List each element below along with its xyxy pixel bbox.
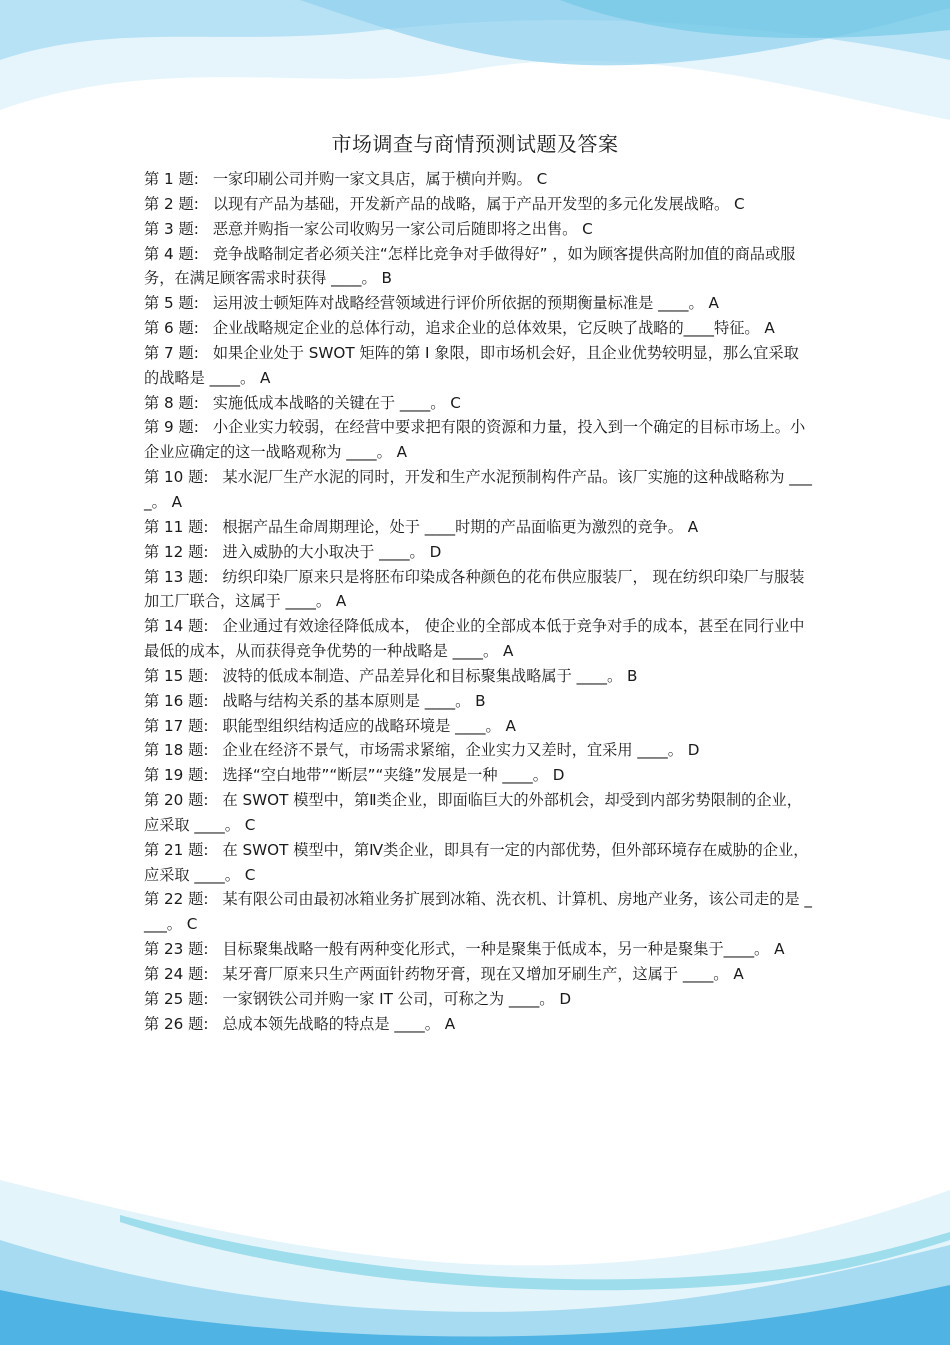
question-number: 第 20 题: [144, 791, 209, 810]
question-item [144, 614, 814, 664]
question-text: 小企业实力较弱，在经营中要求把有限的资源和力量，投入到一个确定的目标市场上。小企业应确定的这一战略观称为 ____。 [144, 418, 806, 462]
question-text: 根据产品生命周期理论，处于 ____时期的产品面临更为激烈的竞争。 [222, 517, 683, 536]
question-number: 第 10 题: [144, 468, 209, 487]
question-item [144, 738, 814, 763]
question-text: 某有限公司由最初冰箱业务扩展到冰箱、洗衣机、计算机、房地产业务，该公司走的是 ____。 [144, 890, 813, 934]
question-item [144, 664, 814, 689]
question-number: 第 12 题: [144, 542, 209, 561]
question-answer: B [627, 666, 638, 685]
question-item [144, 1012, 814, 1037]
question-text: 某牙膏厂原来只生产两面针药物牙膏，现在又增加牙刷生产，这属于 ____。 [222, 965, 729, 983]
question-number: 第 15 题: [144, 666, 209, 685]
question-answer: C [244, 815, 256, 834]
question-answer: A [774, 940, 785, 959]
question-list [144, 167, 814, 1037]
question-item [144, 838, 814, 888]
question-item [144, 291, 814, 316]
question-answer: A [733, 965, 744, 983]
question-item [144, 515, 814, 540]
question-text: 恶意并购指一家公司收购另一家公司后随即将之出售。 [212, 219, 578, 238]
question-item [144, 167, 814, 192]
question-item [144, 415, 814, 465]
question-number: 第 5 题: [144, 294, 199, 313]
question-item [144, 192, 814, 217]
question-answer: B [381, 269, 392, 288]
question-number: 第 8 题: [144, 393, 199, 412]
question-item [144, 689, 814, 714]
question-answer: D [687, 741, 700, 760]
question-number: 第 26 题: [144, 1014, 209, 1033]
question-answer: C [244, 865, 256, 884]
question-item [144, 565, 814, 615]
page-title: 市场调查与商情预测试题及答案 [331, 132, 619, 156]
question-number: 第 13 题: [144, 567, 209, 586]
question-text: 目标聚集战略一般有两种变化形式，一种是聚集于低成本，另一种是聚集于____。 [222, 940, 770, 959]
question-answer: C [582, 219, 593, 238]
question-text: 竞争战略制定者必须关注“怎样比竞争对手做得好” ，如为顾客提供高附加值的商品或服务，在满足顾客需求时获得 ____。 [144, 244, 796, 288]
question-text: 在 SWOT 模型中，第Ⅱ类企业，即面临巨大的外部机会，却受到内部劣势限制的企业，应采取 ____。 [144, 791, 802, 834]
question-text: 某水泥厂生产水泥的同时，开发和生产水泥预制构件产品。该厂实施的这种战略称为 ____。 [144, 468, 813, 511]
question-text: 战略与结构关系的基本原则是 ____。 [222, 691, 471, 710]
question-number: 第 6 题: [144, 319, 199, 338]
question-answer: A [502, 642, 514, 661]
question-item [144, 391, 814, 416]
question-number: 第 22 题: [144, 890, 209, 909]
question-text: 企业在经济不景气，市场需求紧缩，企业实力又差时，宜采用 ____。 [222, 741, 683, 760]
question-text: 实施低成本战略的关键在于 ____。 [212, 393, 446, 412]
question-answer: A [396, 443, 408, 462]
question-answer: A [687, 517, 699, 536]
question-number: 第 17 题: [144, 716, 209, 735]
question-text: 波特的低成本制造、产品差异化和目标聚集战略属于 ____。 [222, 666, 623, 685]
question-number: 第 23 题: [144, 940, 209, 959]
question-answer: A [259, 368, 271, 387]
question-number: 第 19 题: [144, 766, 209, 785]
question-number: 第 1 题: [144, 170, 199, 188]
question-answer: C [450, 393, 461, 412]
question-answer: A [171, 492, 182, 511]
question-number: 第 24 题: [144, 965, 209, 983]
question-item [144, 341, 814, 391]
question-number: 第 3 题: [144, 219, 199, 238]
question-text: 在 SWOT 模型中，第Ⅳ类企业，即具有一定的内部优势，但外部环境存在威胁的企业，应采取 ____。 [144, 840, 809, 884]
question-answer: D [559, 989, 572, 1008]
question-text: 运用波士顿矩阵对战略经营领域进行评价所依据的预期衡量标准是 ____。 [212, 294, 704, 313]
question-answer: D [429, 542, 442, 561]
question-text: 纺织印染厂原来只是将胚布印染成各种颜色的花布供应服装厂， 现在纺织印染厂与服装加工厂联合，这属于 ____。 [144, 567, 805, 611]
question-text: 如果企业处于 SWOT 矩阵的第 I 象限，即市场机会好，且企业优势较明显，那么宜采取的战略是 ____。 [144, 343, 799, 387]
question-item [144, 540, 814, 565]
question-text: 以现有产品为基础，开发新产品的战略，属于产品开发型的多元化发展战略。 [212, 194, 730, 213]
question-answer: A [335, 592, 347, 611]
question-item [144, 763, 814, 788]
question-number: 第 11 题: [144, 517, 209, 536]
question-number: 第 14 题: [144, 617, 209, 636]
question-answer: D [552, 766, 565, 785]
question-item [144, 788, 814, 838]
question-item [144, 987, 814, 1012]
question-answer: A [764, 319, 775, 338]
question-answer: C [536, 170, 548, 188]
question-item [144, 217, 814, 242]
question-text: 一家钢铁公司并购一家 IT 公司，可称之为 ____。 [222, 989, 555, 1008]
question-answer: A [708, 294, 719, 313]
question-item [144, 962, 814, 987]
question-item [144, 714, 814, 739]
question-answer: B [475, 691, 486, 710]
question-item [144, 887, 814, 937]
question-number: 第 25 题: [144, 989, 209, 1008]
question-item [144, 465, 814, 515]
question-text: 企业通过有效途径降低成本， 使企业的全部成本低于竞争对手的成本，甚至在同行业中最低的成本，从而获得竞争优势的一种战略是 ____。 [144, 617, 805, 661]
question-item [144, 242, 814, 292]
question-number: 第 4 题: [144, 244, 199, 263]
question-number: 第 18 题: [144, 741, 209, 760]
question-text: 一家印刷公司并购一家文具店，属于横向并购。 [212, 170, 532, 188]
question-answer: C [186, 915, 198, 934]
question-text: 选择“空白地带”“断层”“夹缝”发展是一种 ____。 [222, 766, 548, 785]
question-answer: C [734, 194, 745, 213]
question-item [144, 316, 814, 341]
question-text: 企业战略规定企业的总体行动，追求企业的总体效果，它反映了战略的____特征。 [212, 319, 760, 338]
question-text: 总成本领先战略的特点是 ____。 [222, 1014, 440, 1033]
question-number: 第 7 题: [144, 343, 199, 362]
question-answer: A [505, 716, 516, 735]
question-text: 职能型组织结构适应的战略环境是 ____。 [222, 716, 501, 735]
question-number: 第 9 题: [144, 418, 199, 437]
question-answer: A [444, 1014, 456, 1033]
question-number: 第 16 题: [144, 691, 209, 710]
question-number: 第 21 题: [144, 840, 209, 859]
question-text: 进入威胁的大小取决于 ____。 [222, 542, 425, 561]
question-number: 第 2 题: [144, 194, 199, 213]
question-item [144, 937, 814, 962]
